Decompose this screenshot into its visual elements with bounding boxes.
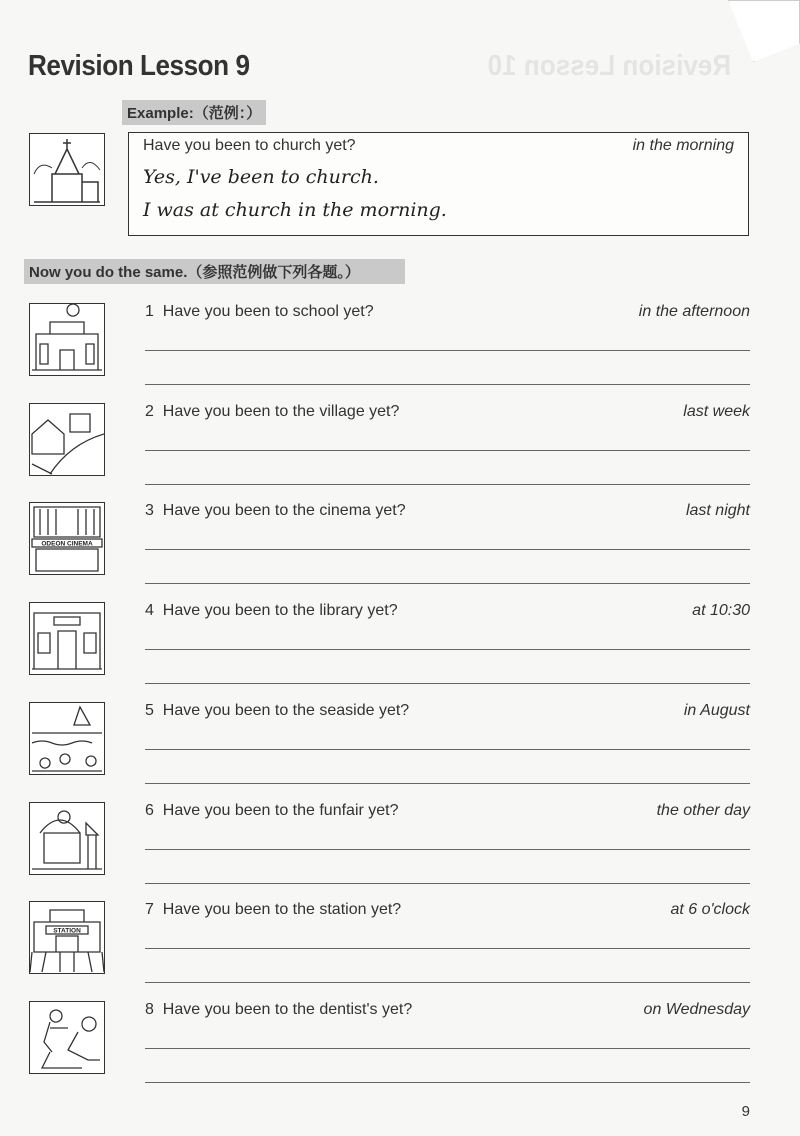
answer-line-2[interactable] (145, 683, 750, 684)
bleed-through-text: Revision Lesson 10 (487, 50, 732, 82)
exercise-question-text: Have you been to the dentist's yet? (162, 1000, 413, 1018)
answer-line-1[interactable] (145, 450, 750, 451)
answer-line-2[interactable] (145, 484, 750, 485)
page-title: Revision Lesson 9 (28, 50, 250, 82)
exercise-number: 2 (145, 402, 154, 420)
example-box (128, 132, 749, 236)
exercise-question (145, 802, 399, 820)
example-question: Have you been to church yet? (143, 137, 356, 154)
exercise-item (0, 702, 800, 797)
answer-line-1[interactable] (145, 749, 750, 750)
exercise-question (145, 602, 398, 620)
exercise-hint: last week (683, 402, 750, 420)
answer-line-1[interactable] (145, 549, 750, 550)
exercise-hint: on Wednesday (643, 1000, 750, 1018)
exercise-hint: in the afternoon (638, 303, 750, 320)
instruction-label: Now you do the same.（参照范例做下列各题。） (24, 259, 405, 284)
answer-line-2[interactable] (145, 883, 750, 884)
exercise-number: 8 (145, 1000, 154, 1018)
exercise-item (0, 901, 800, 996)
example-hint: in the morning (632, 137, 734, 154)
exercise-number: 5 (145, 701, 154, 719)
exercise-hint: at 10:30 (692, 602, 750, 620)
exercise-question (145, 702, 409, 720)
example-label: Example:（范例：） (122, 100, 266, 125)
exercise-hint: in August (683, 701, 750, 719)
example-answer-line-2: I was at church in the morning. (143, 199, 447, 221)
example-answer-line-1: Yes, I've been to church. (143, 166, 379, 188)
exercise-question-text: Have you been to the station yet? (162, 901, 402, 919)
exercise-item (0, 303, 800, 398)
station-icon (29, 901, 105, 974)
exercise-hint: the other day (656, 801, 750, 819)
answer-line-1[interactable] (145, 350, 750, 351)
library-icon (29, 602, 105, 675)
exercise-item (0, 602, 800, 697)
exercise-item (0, 502, 800, 597)
exercise-item (0, 802, 800, 897)
page-corner-fold (728, 0, 800, 62)
exercise-question-text: Have you been to the funfair yet? (162, 801, 399, 819)
exercise-number: 1 (145, 303, 154, 320)
exercise-question-text: Have you been to the library yet? (162, 602, 398, 620)
page-number: 9 (741, 1103, 750, 1120)
exercise-question-text: Have you been to school yet? (162, 303, 374, 320)
answer-line-1[interactable] (145, 649, 750, 650)
exercise-question (145, 403, 399, 421)
answer-line-1[interactable] (145, 948, 750, 949)
dentist-icon (29, 1001, 105, 1074)
exercise-number: 7 (145, 901, 154, 919)
answer-line-1[interactable] (145, 849, 750, 850)
exercise-question (145, 502, 406, 520)
exercise-question-text: Have you been to the village yet? (162, 402, 400, 420)
exercise-number: 4 (145, 602, 154, 620)
svg-text:ODEON CINEMA: ODEON CINEMA (41, 540, 93, 548)
svg-text:STATION: STATION (53, 927, 81, 935)
exercise-item (0, 403, 800, 498)
exercise-number: 6 (145, 801, 154, 819)
school-icon (29, 303, 105, 376)
seaside-icon (29, 702, 105, 775)
village-icon (29, 403, 105, 476)
funfair-icon (29, 802, 105, 875)
answer-line-1[interactable] (145, 1048, 750, 1049)
cinema-icon (29, 502, 105, 575)
answer-line-2[interactable] (145, 384, 750, 385)
exercise-question (145, 303, 374, 321)
answer-line-2[interactable] (145, 583, 750, 584)
exercise-question-text: Have you been to the seaside yet? (162, 701, 410, 719)
exercise-question (145, 901, 401, 919)
church-icon (29, 133, 105, 206)
exercise-hint: last night (685, 502, 750, 520)
exercise-number: 3 (145, 502, 154, 520)
exercise-question (145, 1001, 412, 1019)
answer-line-2[interactable] (145, 1082, 750, 1083)
exercise-hint: at 6 o'clock (670, 901, 750, 919)
exercise-question-text: Have you been to the cinema yet? (162, 502, 406, 520)
exercise-item (0, 1001, 800, 1096)
answer-line-2[interactable] (145, 783, 750, 784)
answer-line-2[interactable] (145, 982, 750, 983)
